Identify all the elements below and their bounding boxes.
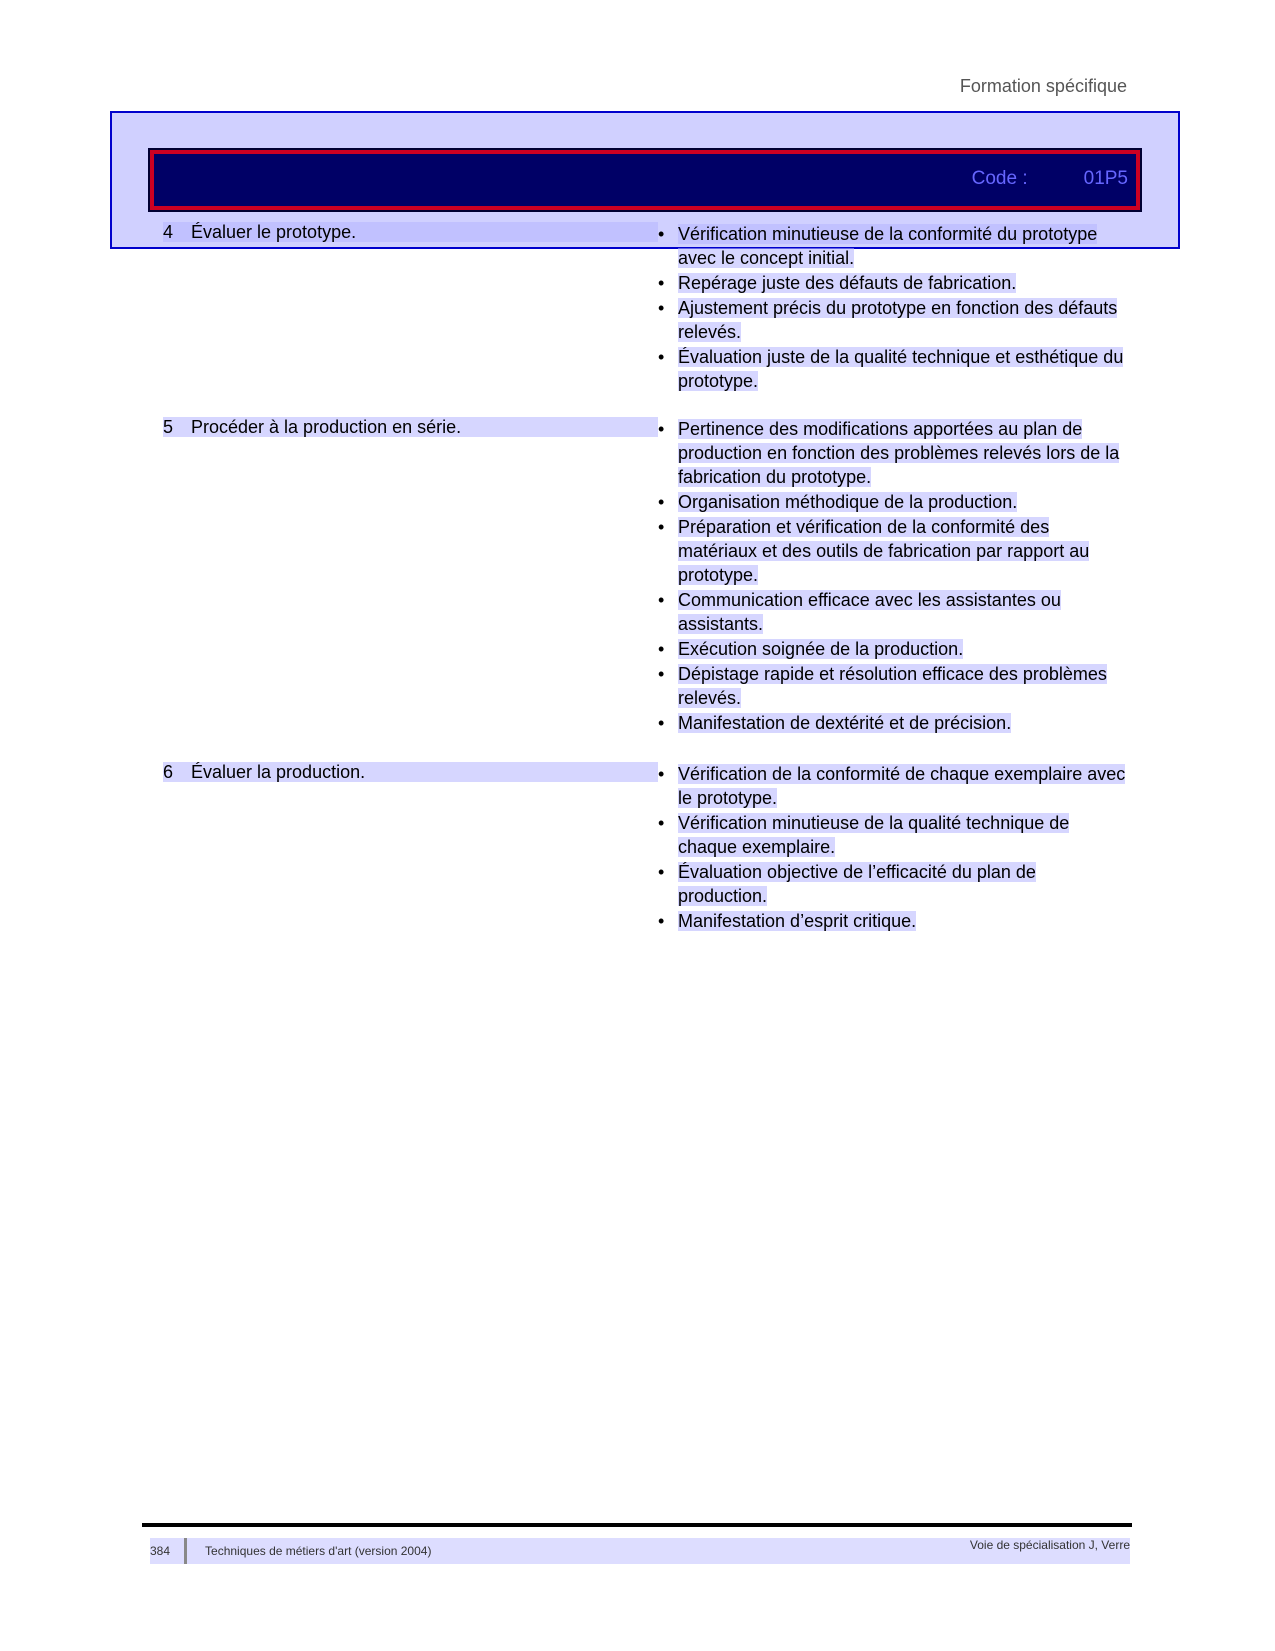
step-6 xyxy=(163,762,658,782)
criterion-item: • Évaluation objective de l’efficacité du plan de production. xyxy=(658,860,1128,908)
criteria-row-5 xyxy=(163,417,1133,736)
criteria-row-4 xyxy=(163,222,1133,394)
footer-separator xyxy=(184,1538,187,1564)
criterion-item: • Manifestation de dextérité et de précision. xyxy=(658,711,1128,735)
criterion-item: • Manifestation d’esprit critique. xyxy=(658,909,1128,933)
criterion-item: • Organisation méthodique de la production. xyxy=(658,490,1128,514)
page-header-section: Formation spécifique xyxy=(959,76,1127,96)
criterion-item: • Vérification minutieuse de la conformité du prototype avec le concept initial. xyxy=(658,222,1128,270)
step-title: Évaluer le prototype. xyxy=(191,222,357,242)
criterion-item: • Évaluation juste de la qualité technique et esthétique du prototype. xyxy=(658,345,1128,393)
code-label: Code : xyxy=(971,168,1028,189)
criterion-item: • Communication efficace avec les assistantes ou assistants. xyxy=(658,588,1128,636)
step-5 xyxy=(163,417,658,437)
step-number: 5 xyxy=(163,417,174,437)
page-footer xyxy=(150,1538,1130,1564)
criteria-list xyxy=(658,762,1128,934)
step-title: Évaluer la production. xyxy=(191,762,366,782)
page-number: 384 xyxy=(150,1544,171,1558)
criteria-list xyxy=(658,417,1128,736)
step-title: Procéder à la production en série. xyxy=(191,417,462,437)
step-number: 6 xyxy=(163,762,174,782)
code-value: 01P5 xyxy=(1083,168,1128,189)
criterion-item: • Vérification minutieuse de la qualité technique de chaque exemplaire. xyxy=(658,811,1128,859)
step-4 xyxy=(163,222,658,242)
code-label-group xyxy=(972,168,1128,190)
criterion-item: • Repérage juste des défauts de fabrication. xyxy=(658,271,1128,295)
criterion-item: • Exécution soignée de la production. xyxy=(658,637,1128,661)
criterion-item: • Pertinence des modifications apportées au plan de production en fonction des problèmes relevés lors de la fabrication du prototype. xyxy=(658,417,1128,489)
criterion-item: • Vérification de la conformité de chaque exemplaire avec le prototype. xyxy=(658,762,1128,810)
step-number: 4 xyxy=(163,222,174,242)
criteria-list xyxy=(658,222,1128,394)
document-title: Techniques de métiers d'art (version 2004) xyxy=(205,1544,432,1558)
footer-specialisation: Voie de spécialisation J, Verre xyxy=(969,1538,1130,1552)
code-bar xyxy=(150,150,1140,210)
criterion-item: • Préparation et vérification de la conformité des matériaux et des outils de fabrication par rapport au prototype. xyxy=(658,515,1128,587)
criterion-item: • Dépistage rapide et résolution efficace des problèmes relevés. xyxy=(658,662,1128,710)
criteria-row-6 xyxy=(163,762,1133,934)
footer-rule xyxy=(142,1523,1132,1527)
criterion-item: • Ajustement précis du prototype en fonction des défauts relevés. xyxy=(658,296,1128,344)
